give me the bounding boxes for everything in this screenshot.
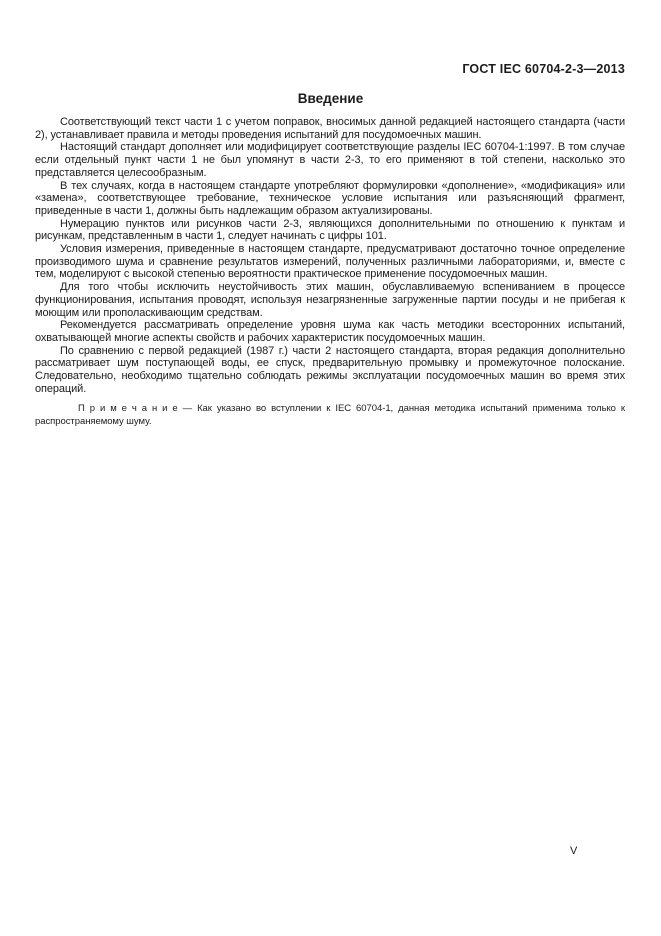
- paragraph: Условия измерения, приведенные в настоящем стандарте, предусматривают достаточно точное определение производимого шума и сравнение результатов измерений, полученных различными лабораториями, и, вместе с тем, моделируют с высокой степенью вероятности практическое применение посудомоечных машин.: [35, 243, 625, 281]
- paragraph: Для того чтобы исключить неустойчивость этих машин, обуславливаемую вспениванием в процессе функционирования, испытания проводят, используя незагрязненные загруженные партии посуды и не прибегая к моющим или прополаскивающим средствам.: [35, 281, 625, 319]
- document-code-header: ГОСТ IEC 60704-2-3—2013: [462, 62, 625, 76]
- paragraph: Нумерацию пунктов или рисунков части 2-3, являющихся дополнительными по отношению к пунктам и рисункам, представленным в части 1, следует начинать с цифры 101.: [35, 217, 625, 243]
- note-text: — Как указано во вступлении к IEC 60704-1, данная методика испытаний применима только к распространяемому шуму.: [35, 403, 626, 428]
- page-number: V: [570, 845, 578, 857]
- note-label: П р и м е ч а н и е: [78, 403, 178, 415]
- paragraph: По сравнению с первой редакцией (1987 г.) части 2 настоящего стандарта, вторая редакция дополнительно рассматривает шум поступающей воды, ее спуск, предварительную промывку и промежуточное полоскание. Следовательно, необходимо тщательно соблюдать режимы эксплуатации посудомоечных машин во время этих операций.: [35, 344, 625, 395]
- page-title: Введение: [297, 91, 364, 106]
- paragraph: Настоящий стандарт дополняет или модифицирует соответствующие разделы IEC 60704-1:1997. В том случае если отдельный пункт части 1 не был упомянут в части 2-3, то его применяют в той степени, насколько это представляется целесообразным.: [35, 141, 625, 179]
- paragraph: В тех случаях, когда в настоящем стандарте употребляют формулировки «дополнение», «модификация» или «замена», соответствующее требование, техническое условие испытания или разъясняющий фрагмент, приведенные в части 1, должны быть надлежащим образом актуализированы.: [35, 179, 625, 217]
- document-body: [35, 116, 625, 428]
- note-paragraph: [35, 402, 625, 428]
- paragraph: Рекомендуется рассматривать определение уровня шума как часть методики всесторонних испытаний, охватывающей многие аспекты свойств и рабочих характеристик посудомоечных машин.: [35, 319, 625, 344]
- paragraph: Соответствующий текст части 1 с учетом поправок, вносимых данной редакцией настоящего стандарта (части 2), устанавливает правила и методы проведения испытаний для посудомоечных машин.: [35, 116, 625, 141]
